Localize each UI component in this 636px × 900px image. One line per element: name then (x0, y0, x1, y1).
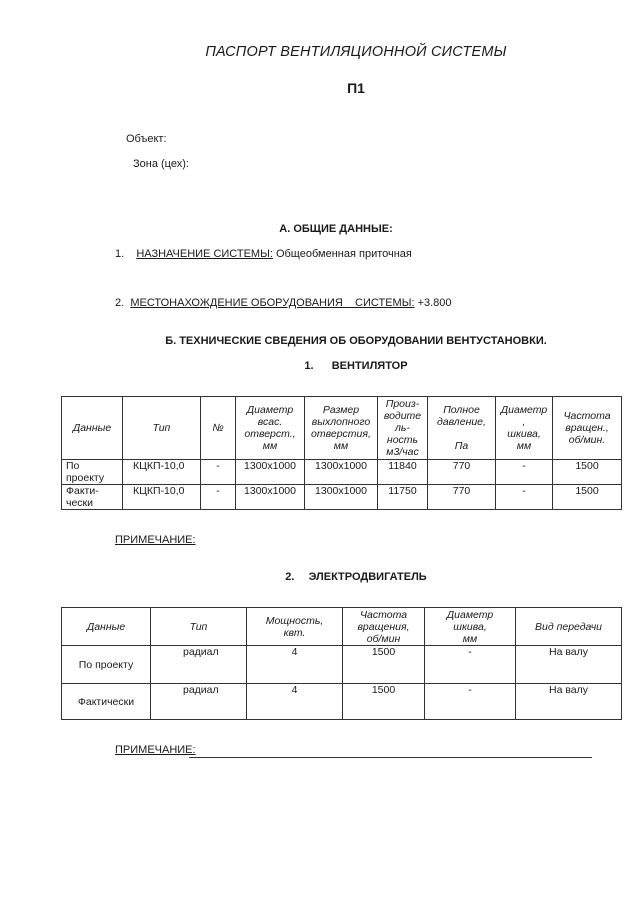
zone-label: Зона (цех): (133, 158, 189, 170)
table-cell: - (496, 485, 553, 510)
fan-header-row (62, 397, 622, 460)
motor-header-cell: Данные (62, 608, 151, 646)
table-cell: КЦКП-10,0 (123, 460, 201, 485)
motor-header-cell: Мощность, квт. (247, 608, 343, 646)
motor-header-cell: Диаметр шкива, мм (425, 608, 516, 646)
item-purpose-num: 1. (115, 248, 125, 260)
item-purpose-value: Общеобменная приточная (275, 248, 412, 260)
fan-header-cell: Тип (123, 397, 201, 460)
motor-row-project (62, 646, 622, 684)
table-cell: - (425, 646, 516, 684)
table-cell: 1500 (553, 485, 622, 510)
table-cell: По проекту (62, 646, 151, 684)
table-cell: 1500 (343, 684, 425, 720)
section-a-title: А. ОБЩИЕ ДАННЫЕ: (279, 223, 393, 235)
fan-header-cell: № (201, 397, 236, 460)
table-cell: - (425, 684, 516, 720)
fan-header-cell: Полное давление, Па (428, 397, 496, 460)
section-b-title: Б. ТЕХНИЧЕСКИЕ СВЕДЕНИЯ ОБ ОБОРУДОВАНИИ ВЕНТУСТАНОВКИ. (165, 335, 547, 347)
table-cell: 4 (247, 646, 343, 684)
table-cell: 11750 (378, 485, 428, 510)
fan-header-cell: Произ- водите ль- ность м3/час (378, 397, 428, 460)
table-cell: 770 (428, 460, 496, 485)
table-cell: 1300х1000 (305, 485, 378, 510)
fan-heading (0, 360, 636, 372)
fan-header-cell: Размер выхлопного отверстия, мм (305, 397, 378, 460)
fan-row-project (62, 460, 622, 485)
table-cell: По проекту (62, 460, 123, 485)
table-cell: 11840 (378, 460, 428, 485)
fan-header-cell: Частота вращен., об/мин. (553, 397, 622, 460)
motor-header-cell: Частота вращения, об/мин (343, 608, 425, 646)
fan-header-cell: Диаметр , шкива, мм (496, 397, 553, 460)
item-location-label: МЕСТОНАХОЖДЕНИЕ ОБОРУДОВАНИЯ СИСТЕМЫ: (130, 297, 415, 309)
page-title: ПАСПОРТ ВЕНТИЛЯЦИОННОЙ СИСТЕМЫ (205, 44, 507, 60)
motor-note-label (115, 744, 196, 756)
table-cell: радиал (151, 646, 247, 684)
object-label: Объект: (126, 133, 167, 145)
table-cell: 4 (247, 684, 343, 720)
table-cell: Факти- чески (62, 485, 123, 510)
fan-header-cell: Данные (62, 397, 123, 460)
table-cell: Фактически (62, 684, 151, 720)
item-location-num: 2. (115, 297, 125, 309)
table-cell: - (201, 485, 236, 510)
fan-header-cell: Диаметр всас. отверст., мм (236, 397, 305, 460)
table-cell: На валу (516, 684, 622, 720)
table-cell: радиал (151, 684, 247, 720)
table-cell: 1300х1000 (236, 485, 305, 510)
item-location (115, 297, 452, 309)
fan-row-actual (62, 485, 622, 510)
motor-table (61, 607, 622, 720)
fan-note-text: ПРИМЕЧАНИЕ: (115, 534, 196, 546)
fan-table (61, 396, 622, 510)
table-cell: 1300х1000 (305, 460, 378, 485)
table-cell: 770 (428, 485, 496, 510)
table-cell: На валу (516, 646, 622, 684)
fan-note-label (115, 534, 196, 546)
item-location-value: +3.800 (417, 297, 452, 309)
fan-title: ВЕНТИЛЯТОР (331, 360, 408, 372)
table-cell: КЦКП-10,0 (123, 485, 201, 510)
motor-num: 2. (285, 571, 295, 583)
motor-heading (0, 571, 636, 583)
table-cell: 1500 (553, 460, 622, 485)
item-purpose (115, 248, 412, 260)
table-cell: - (201, 460, 236, 485)
table-cell: 1500 (343, 646, 425, 684)
item-purpose-label: НАЗНАЧЕНИЕ СИСТЕМЫ: (136, 248, 273, 260)
motor-title: ЭЛЕКТРОДВИГАТЕЛЬ (308, 571, 427, 583)
note-underline (189, 757, 592, 758)
motor-header-row (62, 608, 622, 646)
table-cell: - (496, 460, 553, 485)
motor-header-cell: Тип (151, 608, 247, 646)
system-code: П1 (347, 80, 365, 96)
motor-header-cell: Вид передачи (516, 608, 622, 646)
motor-note-text: ПРИМЕЧАНИЕ: (115, 744, 196, 756)
fan-num: 1. (304, 360, 314, 372)
table-cell: 1300х1000 (236, 460, 305, 485)
motor-row-actual (62, 684, 622, 720)
